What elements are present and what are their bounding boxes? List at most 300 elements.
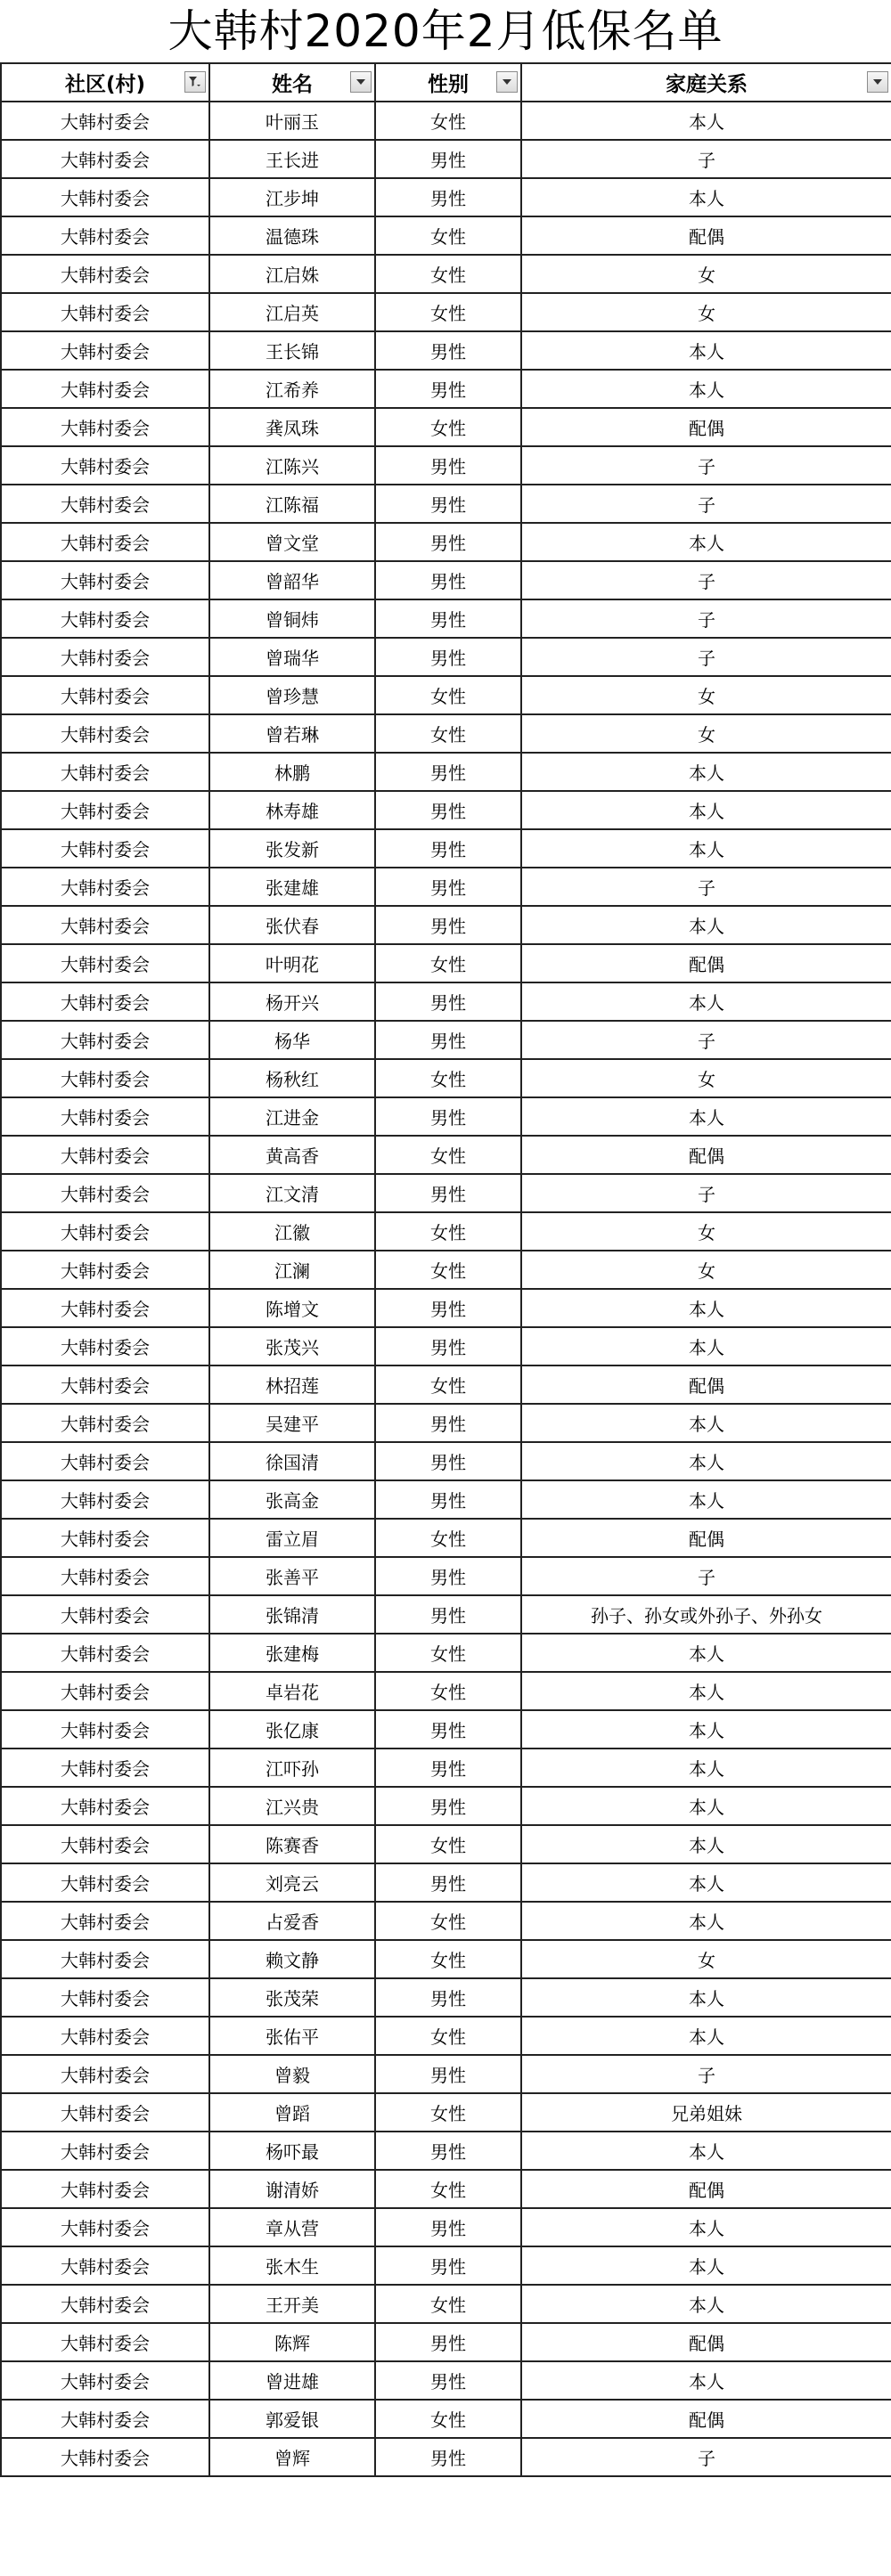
cell-gender: 男性 xyxy=(375,638,521,676)
dropdown-arrow-icon[interactable] xyxy=(496,71,518,93)
column-header-relationship xyxy=(521,63,891,102)
cell-gender: 男性 xyxy=(375,906,521,944)
cell-relationship: 本人 xyxy=(521,753,891,791)
cell-community: 大韩村委会 xyxy=(1,906,209,944)
cell-gender: 男性 xyxy=(375,140,521,178)
table-row xyxy=(1,1097,891,1136)
cell-name: 张建雄 xyxy=(209,868,375,906)
cell-name: 陈辉 xyxy=(209,2323,375,2361)
cell-name: 张木生 xyxy=(209,2246,375,2285)
cell-name: 张建梅 xyxy=(209,1634,375,1672)
cell-name: 刘亮云 xyxy=(209,1863,375,1902)
cell-community: 大韩村委会 xyxy=(1,1557,209,1595)
cell-name: 江文清 xyxy=(209,1174,375,1212)
cell-community: 大韩村委会 xyxy=(1,1902,209,1940)
cell-gender: 女性 xyxy=(375,102,521,140)
table-row xyxy=(1,1519,891,1557)
cell-gender: 女性 xyxy=(375,408,521,446)
cell-community: 大韩村委会 xyxy=(1,791,209,829)
cell-relationship: 本人 xyxy=(521,906,891,944)
cell-community: 大韩村委会 xyxy=(1,1863,209,1902)
table-row xyxy=(1,2055,891,2093)
cell-relationship: 子 xyxy=(521,1174,891,1212)
cell-community: 大韩村委会 xyxy=(1,2361,209,2400)
cell-community: 大韩村委会 xyxy=(1,140,209,178)
cell-community: 大韩村委会 xyxy=(1,2017,209,2055)
cell-community: 大韩村委会 xyxy=(1,2400,209,2438)
cell-gender: 男性 xyxy=(375,1442,521,1480)
table-row xyxy=(1,102,891,140)
cell-name: 曾进雄 xyxy=(209,2361,375,2400)
cell-gender: 男性 xyxy=(375,331,521,370)
cell-relationship: 本人 xyxy=(521,1327,891,1365)
cell-community: 大韩村委会 xyxy=(1,1212,209,1251)
cell-name: 江徽 xyxy=(209,1212,375,1251)
dropdown-arrow-icon[interactable] xyxy=(350,71,372,93)
table-row xyxy=(1,1825,891,1863)
table-row xyxy=(1,1749,891,1787)
cell-community: 大韩村委会 xyxy=(1,2208,209,2246)
cell-name: 龚凤珠 xyxy=(209,408,375,446)
cell-relationship: 本人 xyxy=(521,1404,891,1442)
cell-community: 大韩村委会 xyxy=(1,1940,209,1978)
cell-community: 大韩村委会 xyxy=(1,293,209,331)
cell-name: 张发新 xyxy=(209,829,375,868)
table-row xyxy=(1,1710,891,1749)
cell-community: 大韩村委会 xyxy=(1,2170,209,2208)
cell-gender: 男性 xyxy=(375,791,521,829)
cell-relationship: 本人 xyxy=(521,1097,891,1136)
cell-community: 大韩村委会 xyxy=(1,331,209,370)
table-row xyxy=(1,1251,891,1289)
table-row xyxy=(1,293,891,331)
cell-relationship: 子 xyxy=(521,2438,891,2476)
cell-gender: 女性 xyxy=(375,1902,521,1940)
cell-name: 曾珍慧 xyxy=(209,676,375,714)
cell-name: 陈赛香 xyxy=(209,1825,375,1863)
table-row xyxy=(1,1059,891,1097)
cell-community: 大韩村委会 xyxy=(1,829,209,868)
cell-relationship: 子 xyxy=(521,2055,891,2093)
cell-relationship: 本人 xyxy=(521,1787,891,1825)
cell-relationship: 女 xyxy=(521,255,891,293)
table-row xyxy=(1,1136,891,1174)
cell-gender: 男性 xyxy=(375,446,521,485)
table-row xyxy=(1,2246,891,2285)
cell-relationship: 女 xyxy=(521,293,891,331)
cell-gender: 男性 xyxy=(375,2132,521,2170)
table-row xyxy=(1,676,891,714)
cell-community: 大韩村委会 xyxy=(1,1365,209,1404)
cell-name: 张锦清 xyxy=(209,1595,375,1634)
table-row xyxy=(1,1787,891,1825)
cell-name: 江兴贵 xyxy=(209,1787,375,1825)
table-row xyxy=(1,982,891,1021)
cell-name: 王长锦 xyxy=(209,331,375,370)
table-row xyxy=(1,791,891,829)
cell-community: 大韩村委会 xyxy=(1,599,209,638)
cell-gender: 男性 xyxy=(375,982,521,1021)
cell-name: 林鹏 xyxy=(209,753,375,791)
cell-name: 杨华 xyxy=(209,1021,375,1059)
cell-gender: 女性 xyxy=(375,1365,521,1404)
cell-name: 江步坤 xyxy=(209,178,375,216)
cell-name: 张茂荣 xyxy=(209,1978,375,2017)
table-row xyxy=(1,331,891,370)
column-header-name xyxy=(209,63,375,102)
cell-gender: 男性 xyxy=(375,1174,521,1212)
cell-gender: 女性 xyxy=(375,216,521,255)
cell-community: 大韩村委会 xyxy=(1,102,209,140)
cell-gender: 男性 xyxy=(375,2246,521,2285)
cell-gender: 男性 xyxy=(375,753,521,791)
cell-relationship: 子 xyxy=(521,140,891,178)
table-row xyxy=(1,1940,891,1978)
cell-relationship: 配偶 xyxy=(521,408,891,446)
cell-relationship: 子 xyxy=(521,485,891,523)
table-row xyxy=(1,2093,891,2132)
cell-name: 占爱香 xyxy=(209,1902,375,1940)
cell-name: 曾若琳 xyxy=(209,714,375,753)
cell-relationship: 子 xyxy=(521,561,891,599)
cell-gender: 女性 xyxy=(375,2017,521,2055)
cell-community: 大韩村委会 xyxy=(1,1480,209,1519)
cell-gender: 男性 xyxy=(375,2438,521,2476)
table-row xyxy=(1,485,891,523)
cell-relationship: 本人 xyxy=(521,829,891,868)
cell-gender: 男性 xyxy=(375,1097,521,1136)
cell-community: 大韩村委会 xyxy=(1,2093,209,2132)
cell-gender: 女性 xyxy=(375,2400,521,2438)
cell-community: 大韩村委会 xyxy=(1,1634,209,1672)
cell-community: 大韩村委会 xyxy=(1,753,209,791)
cell-community: 大韩村委会 xyxy=(1,1136,209,1174)
table-row xyxy=(1,599,891,638)
cell-community: 大韩村委会 xyxy=(1,2285,209,2323)
cell-gender: 男性 xyxy=(375,2208,521,2246)
cell-community: 大韩村委会 xyxy=(1,2132,209,2170)
column-header-label: 性别 xyxy=(428,73,469,96)
column-header-label: 姓名 xyxy=(272,73,313,96)
cell-relationship: 孙子、孙女或外孙子、外孙女 xyxy=(521,1595,891,1634)
cell-gender: 男性 xyxy=(375,1595,521,1634)
cell-relationship: 本人 xyxy=(521,1978,891,2017)
cell-name: 张高金 xyxy=(209,1480,375,1519)
cell-community: 大韩村委会 xyxy=(1,1787,209,1825)
cell-community: 大韩村委会 xyxy=(1,1097,209,1136)
cell-relationship: 女 xyxy=(521,714,891,753)
table-row xyxy=(1,1634,891,1672)
cell-name: 叶明花 xyxy=(209,944,375,982)
cell-gender: 男性 xyxy=(375,1557,521,1595)
cell-relationship: 本人 xyxy=(521,178,891,216)
table-row xyxy=(1,1442,891,1480)
cell-community: 大韩村委会 xyxy=(1,561,209,599)
cell-gender: 男性 xyxy=(375,1863,521,1902)
cell-name: 陈增文 xyxy=(209,1289,375,1327)
cell-community: 大韩村委会 xyxy=(1,2438,209,2476)
cell-relationship: 子 xyxy=(521,638,891,676)
table-row xyxy=(1,255,891,293)
cell-name: 江陈福 xyxy=(209,485,375,523)
cell-relationship: 女 xyxy=(521,1059,891,1097)
cell-relationship: 本人 xyxy=(521,102,891,140)
cell-relationship: 本人 xyxy=(521,2361,891,2400)
cell-community: 大韩村委会 xyxy=(1,714,209,753)
table-row xyxy=(1,714,891,753)
cell-name: 张善平 xyxy=(209,1557,375,1595)
cell-gender: 男性 xyxy=(375,868,521,906)
column-header-label: 社区(村) xyxy=(64,73,146,96)
table-row xyxy=(1,1174,891,1212)
cell-relationship: 本人 xyxy=(521,1289,891,1327)
cell-community: 大韩村委会 xyxy=(1,2055,209,2093)
cell-relationship: 配偶 xyxy=(521,216,891,255)
cell-relationship: 本人 xyxy=(521,2285,891,2323)
cell-gender: 女性 xyxy=(375,676,521,714)
cell-community: 大韩村委会 xyxy=(1,1442,209,1480)
cell-relationship: 配偶 xyxy=(521,2323,891,2361)
cell-relationship: 本人 xyxy=(521,1672,891,1710)
cell-name: 叶丽玉 xyxy=(209,102,375,140)
cell-name: 谢清娇 xyxy=(209,2170,375,2208)
cell-gender: 女性 xyxy=(375,1136,521,1174)
cell-relationship: 本人 xyxy=(521,1825,891,1863)
cell-community: 大韩村委会 xyxy=(1,1825,209,1863)
cell-gender: 女性 xyxy=(375,1212,521,1251)
cell-gender: 女性 xyxy=(375,1940,521,1978)
cell-relationship: 配偶 xyxy=(521,944,891,982)
cell-gender: 女性 xyxy=(375,944,521,982)
cell-name: 江启英 xyxy=(209,293,375,331)
cell-relationship: 本人 xyxy=(521,1480,891,1519)
table-row xyxy=(1,2400,891,2438)
cell-community: 大韩村委会 xyxy=(1,178,209,216)
table-row xyxy=(1,1212,891,1251)
cell-gender: 男性 xyxy=(375,485,521,523)
cell-name: 温德珠 xyxy=(209,216,375,255)
low-income-list-table xyxy=(0,62,891,2477)
table-row xyxy=(1,2285,891,2323)
cell-relationship: 本人 xyxy=(521,1749,891,1787)
cell-community: 大韩村委会 xyxy=(1,1710,209,1749)
cell-gender: 男性 xyxy=(375,1480,521,1519)
cell-community: 大韩村委会 xyxy=(1,1672,209,1710)
table-row xyxy=(1,370,891,408)
table-row xyxy=(1,2132,891,2170)
table-row xyxy=(1,1863,891,1902)
cell-name: 张佑平 xyxy=(209,2017,375,2055)
cell-name: 曾辉 xyxy=(209,2438,375,2476)
cell-name: 林招莲 xyxy=(209,1365,375,1404)
cell-gender: 女性 xyxy=(375,2093,521,2132)
table-row xyxy=(1,868,891,906)
table-row xyxy=(1,140,891,178)
cell-gender: 女性 xyxy=(375,1825,521,1863)
cell-gender: 男性 xyxy=(375,599,521,638)
cell-gender: 女性 xyxy=(375,1672,521,1710)
cell-gender: 男性 xyxy=(375,523,521,561)
cell-gender: 女性 xyxy=(375,2170,521,2208)
cell-community: 大韩村委会 xyxy=(1,1519,209,1557)
cell-name: 曾文堂 xyxy=(209,523,375,561)
table-row xyxy=(1,2323,891,2361)
page-title: 大韩村2020年2月低保名单 xyxy=(168,5,723,57)
cell-community: 大韩村委会 xyxy=(1,2323,209,2361)
cell-relationship: 本人 xyxy=(521,1442,891,1480)
cell-relationship: 子 xyxy=(521,868,891,906)
cell-name: 吴建平 xyxy=(209,1404,375,1442)
cell-relationship: 本人 xyxy=(521,523,891,561)
cell-gender: 男性 xyxy=(375,2323,521,2361)
cell-name: 黄高香 xyxy=(209,1136,375,1174)
cell-gender: 男性 xyxy=(375,1327,521,1365)
cell-gender: 男性 xyxy=(375,2361,521,2400)
cell-relationship: 本人 xyxy=(521,2132,891,2170)
cell-gender: 男性 xyxy=(375,1749,521,1787)
cell-relationship: 配偶 xyxy=(521,1365,891,1404)
cell-name: 王长进 xyxy=(209,140,375,178)
cell-gender: 女性 xyxy=(375,293,521,331)
table-row xyxy=(1,1289,891,1327)
cell-relationship: 配偶 xyxy=(521,2400,891,2438)
cell-gender: 女性 xyxy=(375,1634,521,1672)
cell-name: 江希养 xyxy=(209,370,375,408)
cell-gender: 男性 xyxy=(375,1289,521,1327)
table-row xyxy=(1,408,891,446)
cell-relationship: 配偶 xyxy=(521,1136,891,1174)
cell-name: 王开美 xyxy=(209,2285,375,2323)
cell-relationship: 本人 xyxy=(521,982,891,1021)
table-row xyxy=(1,1557,891,1595)
cell-name: 江澜 xyxy=(209,1251,375,1289)
column-header-gender xyxy=(375,63,521,102)
cell-relationship: 配偶 xyxy=(521,2170,891,2208)
cell-community: 大韩村委会 xyxy=(1,676,209,714)
cell-gender: 男性 xyxy=(375,1404,521,1442)
table-row xyxy=(1,446,891,485)
cell-gender: 女性 xyxy=(375,255,521,293)
cell-relationship: 女 xyxy=(521,1940,891,1978)
cell-relationship: 本人 xyxy=(521,1902,891,1940)
cell-relationship: 本人 xyxy=(521,1710,891,1749)
cell-community: 大韩村委会 xyxy=(1,2246,209,2285)
cell-relationship: 本人 xyxy=(521,2246,891,2285)
cell-name: 曾铜炜 xyxy=(209,599,375,638)
cell-name: 杨开兴 xyxy=(209,982,375,1021)
table-row xyxy=(1,829,891,868)
cell-relationship: 本人 xyxy=(521,370,891,408)
cell-relationship: 本人 xyxy=(521,2017,891,2055)
table-row xyxy=(1,216,891,255)
table-row xyxy=(1,944,891,982)
cell-name: 张茂兴 xyxy=(209,1327,375,1365)
table-row xyxy=(1,561,891,599)
table-row xyxy=(1,638,891,676)
cell-gender: 男性 xyxy=(375,829,521,868)
cell-relationship: 本人 xyxy=(521,331,891,370)
cell-community: 大韩村委会 xyxy=(1,1289,209,1327)
cell-community: 大韩村委会 xyxy=(1,1404,209,1442)
cell-community: 大韩村委会 xyxy=(1,255,209,293)
cell-community: 大韩村委会 xyxy=(1,523,209,561)
table-body xyxy=(1,102,891,2476)
cell-gender: 男性 xyxy=(375,2055,521,2093)
table-row xyxy=(1,2017,891,2055)
cell-community: 大韩村委会 xyxy=(1,1595,209,1634)
table-row xyxy=(1,2361,891,2400)
cell-community: 大韩村委会 xyxy=(1,1327,209,1365)
column-header-community xyxy=(1,63,209,102)
cell-community: 大韩村委会 xyxy=(1,638,209,676)
cell-gender: 男性 xyxy=(375,1710,521,1749)
cell-gender: 女性 xyxy=(375,1059,521,1097)
cell-community: 大韩村委会 xyxy=(1,944,209,982)
cell-gender: 女性 xyxy=(375,2285,521,2323)
cell-name: 章从营 xyxy=(209,2208,375,2246)
cell-community: 大韩村委会 xyxy=(1,982,209,1021)
cell-name: 张伏春 xyxy=(209,906,375,944)
dropdown-arrow-icon[interactable] xyxy=(867,71,888,93)
cell-name: 卓岩花 xyxy=(209,1672,375,1710)
column-header-label: 家庭关系 xyxy=(666,73,748,96)
table-row xyxy=(1,1978,891,2017)
cell-name: 杨秋红 xyxy=(209,1059,375,1097)
table-row xyxy=(1,1365,891,1404)
table-row xyxy=(1,753,891,791)
cell-name: 曾毅 xyxy=(209,2055,375,2093)
cell-relationship: 本人 xyxy=(521,2208,891,2246)
cell-name: 曾蹈 xyxy=(209,2093,375,2132)
cell-community: 大韩村委会 xyxy=(1,370,209,408)
cell-relationship: 子 xyxy=(521,446,891,485)
cell-relationship: 女 xyxy=(521,1212,891,1251)
table-row xyxy=(1,1327,891,1365)
table-row xyxy=(1,2438,891,2476)
cell-relationship: 女 xyxy=(521,1251,891,1289)
cell-name: 曾瑞华 xyxy=(209,638,375,676)
cell-name: 江陈兴 xyxy=(209,446,375,485)
table-row xyxy=(1,1595,891,1634)
filter-active-icon[interactable] xyxy=(184,71,206,93)
cell-name: 张亿康 xyxy=(209,1710,375,1749)
cell-gender: 男性 xyxy=(375,178,521,216)
cell-community: 大韩村委会 xyxy=(1,446,209,485)
cell-gender: 女性 xyxy=(375,1519,521,1557)
cell-gender: 男性 xyxy=(375,1021,521,1059)
cell-relationship: 子 xyxy=(521,1021,891,1059)
table-row xyxy=(1,1404,891,1442)
cell-name: 江启姝 xyxy=(209,255,375,293)
table-row xyxy=(1,178,891,216)
table-row xyxy=(1,1902,891,1940)
cell-name: 曾韶华 xyxy=(209,561,375,599)
cell-name: 赖文静 xyxy=(209,1940,375,1978)
cell-name: 徐国清 xyxy=(209,1442,375,1480)
cell-relationship: 本人 xyxy=(521,791,891,829)
cell-relationship: 配偶 xyxy=(521,1519,891,1557)
cell-name: 林寿雄 xyxy=(209,791,375,829)
cell-community: 大韩村委会 xyxy=(1,1174,209,1212)
cell-gender: 女性 xyxy=(375,1251,521,1289)
cell-relationship: 子 xyxy=(521,1557,891,1595)
cell-community: 大韩村委会 xyxy=(1,1021,209,1059)
cell-name: 江吓孙 xyxy=(209,1749,375,1787)
table-row xyxy=(1,2170,891,2208)
cell-community: 大韩村委会 xyxy=(1,1978,209,2017)
cell-community: 大韩村委会 xyxy=(1,485,209,523)
cell-relationship: 兄弟姐妹 xyxy=(521,2093,891,2132)
